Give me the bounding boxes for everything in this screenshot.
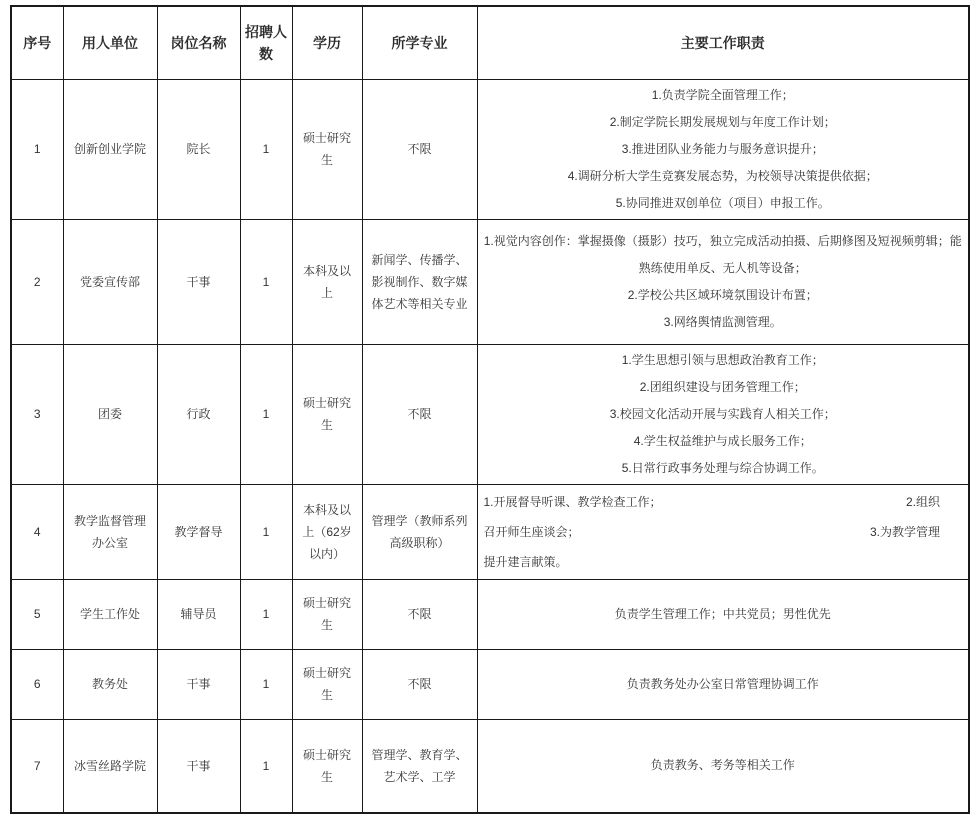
cell-position: 辅导员 [157, 579, 240, 649]
header-duties: 主要工作职责 [477, 6, 969, 79]
cell-duties [477, 649, 969, 719]
cell-employer: 创新创业学院 [63, 79, 157, 219]
duty-line: 1.负责学院全面管理工作； [651, 87, 794, 102]
table-row [11, 719, 969, 813]
duty-segment: 提升建言献策。 [483, 554, 568, 569]
cell-duties [477, 79, 969, 219]
duty-line: 负责教务处办公室日常管理协调工作 [626, 676, 819, 691]
cell-headcount: 1 [240, 579, 292, 649]
cell-duties [477, 579, 969, 649]
cell-education: 硕士研究生 [292, 79, 362, 219]
duty-line: 5.协同推进双创单位（项目）申报工作。 [615, 195, 830, 210]
cell-employer: 教学监督管理办公室 [63, 484, 157, 579]
cell-employer: 团委 [63, 344, 157, 484]
cell-position: 干事 [157, 219, 240, 344]
header-row [11, 6, 969, 79]
header-employer: 用人单位 [63, 6, 157, 79]
duty-segment: 1.开展督导听课、教学检查工作； [483, 494, 662, 509]
duty-line: 2.制定学院长期发展规划与年度工作计划； [609, 114, 836, 129]
cell-headcount: 1 [240, 719, 292, 813]
table-row [11, 79, 969, 219]
duty-line: 5.日常行政事务处理与综合协调工作。 [621, 460, 824, 475]
recruitment-table [10, 5, 970, 814]
cell-position: 院长 [157, 79, 240, 219]
cell-serial: 1 [11, 79, 63, 219]
cell-major: 不限 [362, 79, 477, 219]
header-major: 所学专业 [362, 6, 477, 79]
cell-education: 本科及以上 [292, 219, 362, 344]
header-serial: 序号 [11, 6, 63, 79]
duty-line [484, 517, 963, 547]
cell-serial: 5 [11, 579, 63, 649]
cell-major: 不限 [362, 579, 477, 649]
cell-serial: 3 [11, 344, 63, 484]
table-row [11, 344, 969, 484]
duty-segment: 3.为教学管理 [869, 524, 940, 539]
header-headcount: 招聘人数 [240, 6, 292, 79]
table-row [11, 219, 969, 344]
duty-line: 3.推进团队业务能力与服务意识提升； [621, 141, 824, 156]
cell-position: 干事 [157, 719, 240, 813]
cell-education: 硕士研究生 [292, 649, 362, 719]
cell-position: 教学督导 [157, 484, 240, 579]
header-position: 岗位名称 [157, 6, 240, 79]
cell-major: 管理学（教师系列高级职称） [362, 484, 477, 579]
cell-duties [477, 344, 969, 484]
duty-line: 负责学生管理工作；中共党员；男性优先 [614, 606, 831, 621]
cell-serial: 2 [11, 219, 63, 344]
cell-employer: 冰雪丝路学院 [63, 719, 157, 813]
cell-education: 硕士研究生 [292, 344, 362, 484]
cell-position: 行政 [157, 344, 240, 484]
cell-headcount: 1 [240, 344, 292, 484]
duty-line: 3.网络舆情监测管理。 [663, 314, 782, 329]
duty-line: 1.视觉内容创作：掌握摄像（摄影）技巧，独立完成活动拍摄、后期修图及短视频剪辑；能熟练使用单反、无人机等设备； [483, 233, 962, 275]
cell-employer: 教务处 [63, 649, 157, 719]
cell-headcount: 1 [240, 79, 292, 219]
duty-segment: 召开师生座谈会； [483, 524, 580, 539]
duty-line: 4.学生权益维护与成长服务工作； [633, 433, 812, 448]
cell-employer: 党委宣传部 [63, 219, 157, 344]
cell-education: 硕士研究生 [292, 719, 362, 813]
duty-line: 负责教务、考务等相关工作 [650, 758, 795, 773]
duty-line: 2.学校公共区域环境氛围设计布置； [627, 287, 818, 302]
cell-headcount: 1 [240, 219, 292, 344]
duty-line [484, 487, 963, 517]
duty-line: 2.团组织建设与团务管理工作； [639, 379, 806, 394]
cell-education: 硕士研究生 [292, 579, 362, 649]
table-row [11, 579, 969, 649]
cell-serial: 6 [11, 649, 63, 719]
cell-headcount: 1 [240, 484, 292, 579]
cell-serial: 4 [11, 484, 63, 579]
cell-major: 不限 [362, 344, 477, 484]
cell-duties [477, 484, 969, 579]
table-row [11, 649, 969, 719]
duty-segment: 2.组织 [905, 494, 940, 509]
cell-major: 管理学、教育学、艺术学、工学 [362, 719, 477, 813]
cell-headcount: 1 [240, 649, 292, 719]
cell-position: 干事 [157, 649, 240, 719]
cell-duties [477, 719, 969, 813]
duty-line: 3.校园文化活动开展与实践育人相关工作； [609, 406, 836, 421]
cell-major: 新闻学、传播学、影视制作、数字媒体艺术等相关专业 [362, 219, 477, 344]
header-education: 学历 [292, 6, 362, 79]
cell-education: 本科及以上（62岁以内） [292, 484, 362, 579]
duty-line: 4.调研分析大学生竞赛发展态势，为校领导决策提供依据； [567, 168, 878, 183]
cell-duties [477, 219, 969, 344]
duty-line [484, 547, 963, 577]
table-row [11, 484, 969, 579]
cell-serial: 7 [11, 719, 63, 813]
cell-employer: 学生工作处 [63, 579, 157, 649]
cell-major: 不限 [362, 649, 477, 719]
duty-line: 1.学生思想引领与思想政治教育工作； [621, 352, 824, 367]
